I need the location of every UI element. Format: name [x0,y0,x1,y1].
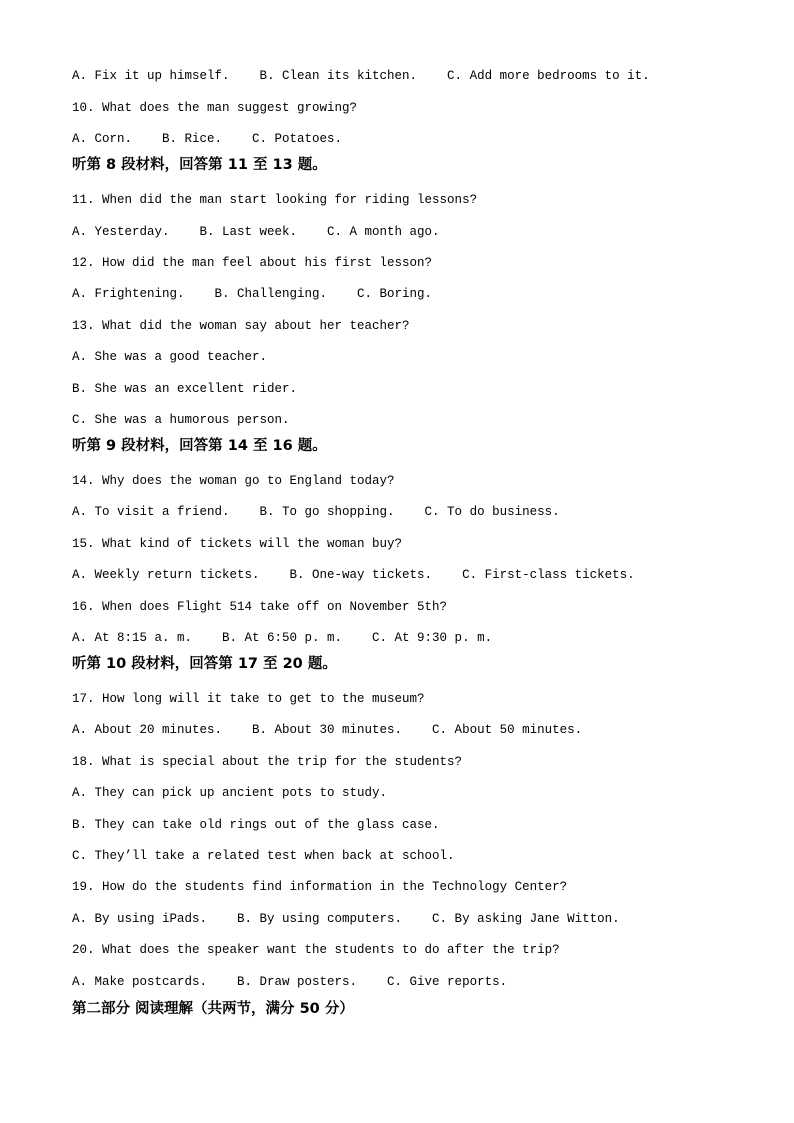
q18-option-b: B. They can take old rings out of the glass case. [72,818,440,832]
part-two-heading: 第二部分 阅读理解（共两节，满分 50 分） [72,1001,354,1017]
q19-question: 19. How do the students find information in the Technology Center? [72,880,568,894]
q13-option-c: C. She was a humorous person. [72,413,290,427]
q9-options: A. Fix it up himself. B. Clean its kitchen. C. Add more bedrooms to it. [72,69,650,83]
q16-question: 16. When does Flight 514 take off on November 5th? [72,600,448,614]
q14-options: A. To visit a friend. B. To go shopping. C. To do business. [72,505,560,519]
q17-question: 17. How long will it take to get to the museum? [72,692,425,706]
section-heading-8: 听第 8 段材料，回答第 11 至 13 题。 [72,157,327,173]
q10-options: A. Corn. B. Rice. C. Potatoes. [72,132,343,146]
section-heading-9: 听第 9 段材料，回答第 14 至 16 题。 [72,438,327,454]
q11-question: 11. When did the man start looking for riding lessons? [72,193,478,207]
q17-options: A. About 20 minutes. B. About 30 minutes. C. About 50 minutes. [72,723,583,737]
q20-options: A. Make postcards. B. Draw posters. C. Give reports. [72,975,508,989]
q18-option-c: C. They’ll take a related test when back at school. [72,849,455,863]
q10-question: 10. What does the man suggest growing? [72,101,358,115]
q16-options: A. At 8:15 a. m. B. At 6:50 p. m. C. At 9:30 p. m. [72,631,493,645]
q13-option-b: B. She was an excellent rider. [72,382,298,396]
q15-options: A. Weekly return tickets. B. One-way tickets. C. First-class tickets. [72,568,635,582]
q11-options: A. Yesterday. B. Last week. C. A month ago. [72,225,440,239]
q13-question: 13. What did the woman say about her teacher? [72,319,410,333]
q18-option-a: A. They can pick up ancient pots to study. [72,786,388,800]
section-heading-10: 听第 10 段材料，回答第 17 至 20 题。 [72,656,337,672]
q19-options: A. By using iPads. B. By using computers. C. By asking Jane Witton. [72,912,620,926]
q15-question: 15. What kind of tickets will the woman buy? [72,537,403,551]
q13-option-a: A. She was a good teacher. [72,350,268,364]
q14-question: 14. Why does the woman go to England today? [72,474,395,488]
q20-question: 20. What does the speaker want the students to do after the trip? [72,943,560,957]
q12-options: A. Frightening. B. Challenging. C. Boring. [72,287,433,301]
q12-question: 12. How did the man feel about his first lesson? [72,256,433,270]
q18-question: 18. What is special about the trip for the students? [72,755,463,769]
